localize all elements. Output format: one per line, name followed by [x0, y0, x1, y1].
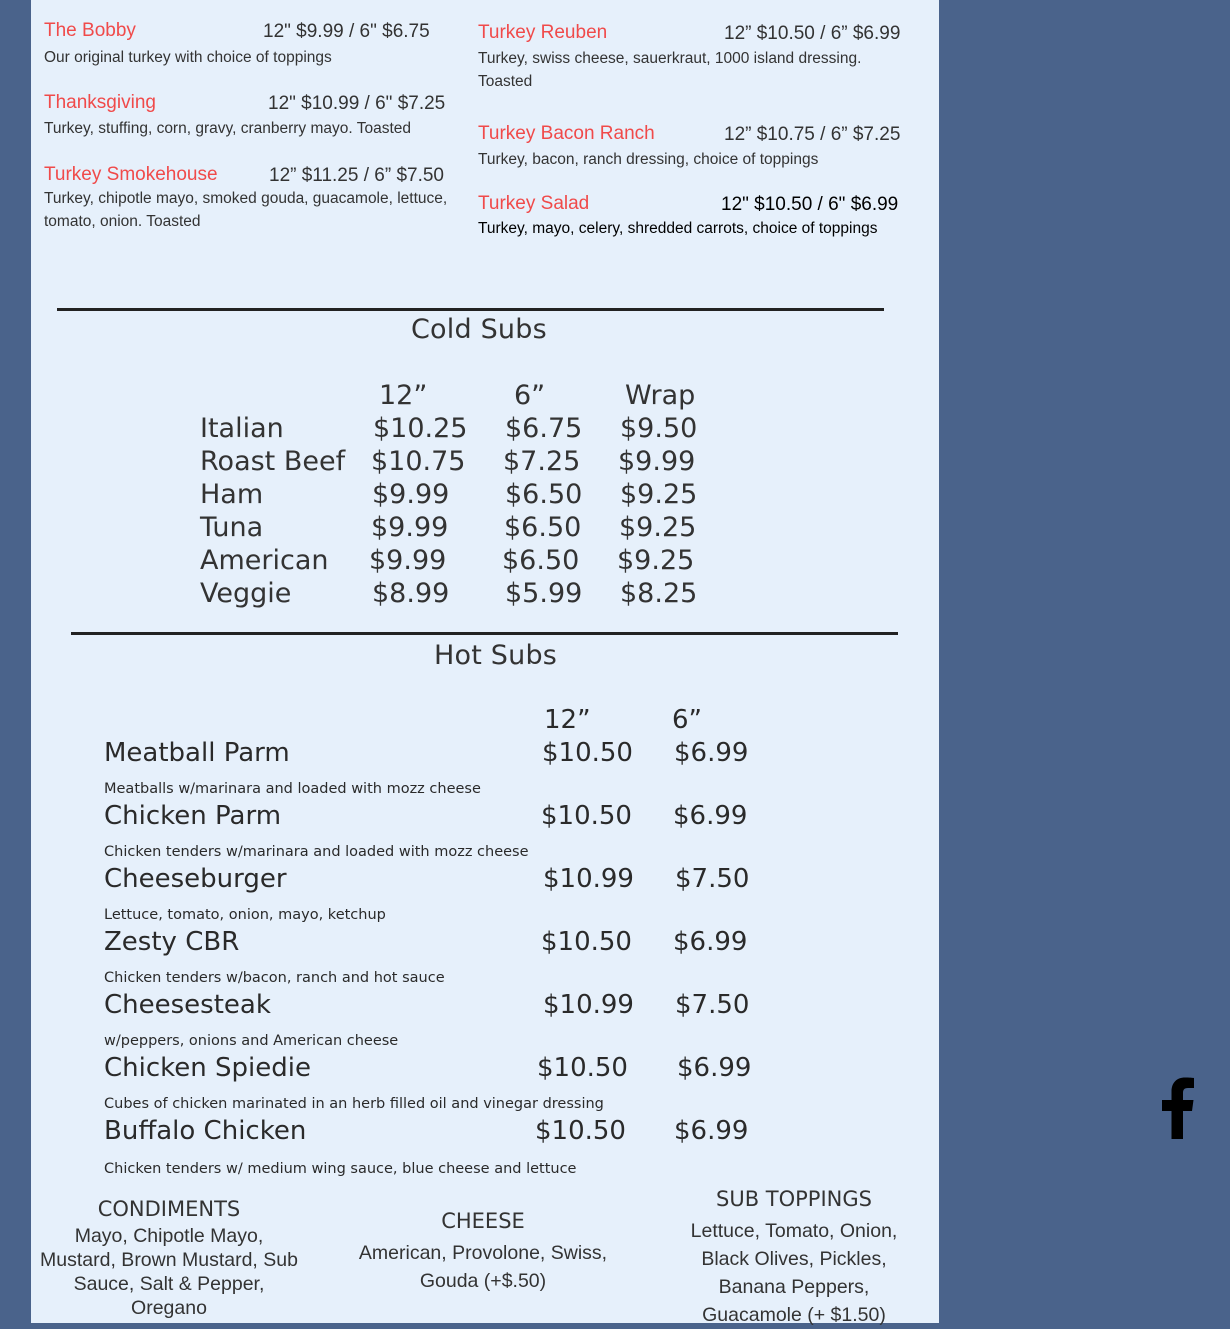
hot-price-12: $10.99 [543, 864, 634, 894]
hot-desc-meatball-parm: Meatballs w/marinara and loaded with mozz cheese [104, 781, 481, 797]
condiments-list: Mayo, Chipotle Mayo, Mustard, Brown Mustard, Sub Sauce, Salt & Pepper, Oregano [40, 1225, 298, 1319]
item-name-turkey-bacon-ranch: Turkey Bacon Ranch [478, 123, 655, 144]
hot-price-6: $7.50 [675, 990, 750, 1020]
item-desc-turkey-bacon-ranch: Turkey, bacon, ranch dressing, choice of toppings [478, 151, 819, 168]
cold-name-american: American [200, 545, 329, 576]
item-name-turkey-salad: Turkey Salad [478, 193, 590, 214]
hot-price-6: $7.50 [675, 864, 750, 894]
cold-price-wrap: $9.99 [618, 446, 696, 477]
hot-price-6: $6.99 [677, 1053, 752, 1083]
cold-price-wrap: $9.25 [617, 545, 695, 576]
cold-price-6: $6.50 [502, 545, 580, 576]
item-desc-turkey-salad: Turkey, mayo, celery, shredded carrots, choice of toppings [478, 220, 878, 237]
cold-price-wrap: $9.25 [619, 512, 697, 543]
item-desc-turkey-smokehouse: Turkey, chipotle mayo, smoked gouda, guacamole, lettuce, tomato, onion. Toasted [44, 190, 448, 230]
hot-price-12: $10.50 [541, 927, 632, 957]
condiments-title: CONDIMENTS [97, 1197, 241, 1221]
hot-price-6: $6.99 [674, 738, 749, 768]
hot-subs-title: Hot Subs [434, 640, 558, 671]
cold-name-tuna: Tuna [200, 512, 264, 543]
item-name-the-bobby: The Bobby [44, 20, 136, 41]
hot-desc-chicken-parm: Chicken tenders w/marinara and loaded with mozz cheese [104, 844, 529, 860]
divider [57, 308, 884, 311]
cold-price-12: $10.75 [371, 446, 466, 477]
cold-price-12: $10.25 [373, 413, 468, 444]
sub-toppings-list: Lettuce, Tomato, Onion, Black Olives, Pickles, Banana Peppers, Guacamole (+ $1.50) [690, 1220, 898, 1326]
cold-price-12: $9.99 [369, 545, 447, 576]
item-price-turkey-salad: 12" $10.50 / 6" $6.99 [721, 194, 899, 215]
cold-name-italian: Italian [200, 413, 284, 444]
hot-name-chicken-parm: Chicken Parm [104, 801, 282, 831]
cheese-title: CHEESE [441, 1209, 525, 1233]
item-price-thanksgiving: 12" $10.99 / 6" $7.25 [268, 93, 446, 114]
hot-desc-buffalo-chicken: Chicken tenders w/ medium wing sauce, blue cheese and lettuce [104, 1161, 577, 1177]
menu-panel [31, 0, 939, 1326]
cheese-list: American, Provolone, Swiss, Gouda (+$.50) [358, 1242, 608, 1292]
cold-price-12: $8.99 [372, 578, 450, 609]
item-name-turkey-reuben: Turkey Reuben [478, 22, 608, 43]
hot-price-12: $10.99 [543, 990, 634, 1020]
hot-price-12: $10.50 [535, 1116, 626, 1146]
item-name-turkey-smokehouse: Turkey Smokehouse [44, 164, 218, 185]
sub-toppings-title: SUB TOPPINGS [716, 1187, 872, 1211]
cold-price-6: $6.75 [505, 413, 583, 444]
cold-name-veggie: Veggie [200, 578, 292, 609]
cold-header-wrap: Wrap [625, 380, 696, 411]
cold-price-wrap: $8.25 [620, 578, 698, 609]
hot-desc-cheesesteak: w/peppers, onions and American cheese [104, 1033, 399, 1049]
hot-desc-chicken-spiedie: Cubes of chicken marinated in an herb filled oil and vinegar dressing [104, 1096, 604, 1112]
hot-price-6: $6.99 [673, 927, 748, 957]
item-price-turkey-reuben: 12” $10.50 / 6” $6.99 [724, 23, 901, 44]
item-name-thanksgiving: Thanksgiving [44, 92, 156, 113]
hot-header-12: 12” [544, 705, 591, 735]
cold-name-roast-beef: Roast Beef [200, 446, 346, 477]
hot-price-12: $10.50 [537, 1053, 628, 1083]
cold-header-12: 12” [379, 380, 428, 411]
cold-price-6: $7.25 [503, 446, 581, 477]
cold-price-12: $9.99 [372, 479, 450, 510]
cold-price-wrap: $9.25 [620, 479, 698, 510]
cold-price-6: $6.50 [504, 512, 582, 543]
item-price-turkey-bacon-ranch: 12” $10.75 / 6” $7.25 [724, 124, 901, 145]
hot-name-zesty-cbr: Zesty CBR [104, 927, 240, 957]
cold-price-wrap: $9.50 [620, 413, 698, 444]
cold-price-6: $6.50 [505, 479, 583, 510]
hot-name-meatball-parm: Meatball Parm [104, 738, 290, 768]
item-desc-turkey-reuben: Turkey, swiss cheese, sauerkraut, 1000 island dressing. Toasted [478, 50, 862, 90]
hot-price-6: $6.99 [674, 1116, 749, 1146]
cold-price-6: $5.99 [505, 578, 583, 609]
divider [71, 632, 898, 635]
item-desc-thanksgiving: Turkey, stuffing, corn, gravy, cranberry mayo. Toasted [44, 120, 411, 137]
hot-name-cheeseburger: Cheeseburger [104, 864, 287, 894]
cold-name-ham: Ham [200, 479, 264, 510]
hot-header-6: 6” [672, 705, 703, 735]
item-price-turkey-smokehouse: 12” $11.25 / 6” $7.50 [269, 165, 444, 186]
hot-name-chicken-spiedie: Chicken Spiedie [104, 1053, 311, 1083]
hot-name-cheesesteak: Cheesesteak [104, 990, 271, 1020]
hot-desc-zesty-cbr: Chicken tenders w/bacon, ranch and hot sauce [104, 970, 445, 986]
hot-desc-cheeseburger: Lettuce, tomato, onion, mayo, ketchup [104, 907, 386, 923]
hot-name-buffalo-chicken: Buffalo Chicken [104, 1116, 307, 1146]
hot-price-12: $10.50 [542, 738, 633, 768]
cold-header-6: 6” [514, 380, 546, 411]
hot-price-6: $6.99 [673, 801, 748, 831]
item-price-the-bobby: 12" $9.99 / 6" $6.75 [263, 21, 430, 42]
cold-subs-title: Cold Subs [411, 314, 547, 345]
facebook-icon[interactable] [1160, 1075, 1196, 1139]
item-desc-the-bobby: Our original turkey with choice of toppings [44, 49, 332, 66]
hot-price-12: $10.50 [541, 801, 632, 831]
cold-price-12: $9.99 [371, 512, 449, 543]
